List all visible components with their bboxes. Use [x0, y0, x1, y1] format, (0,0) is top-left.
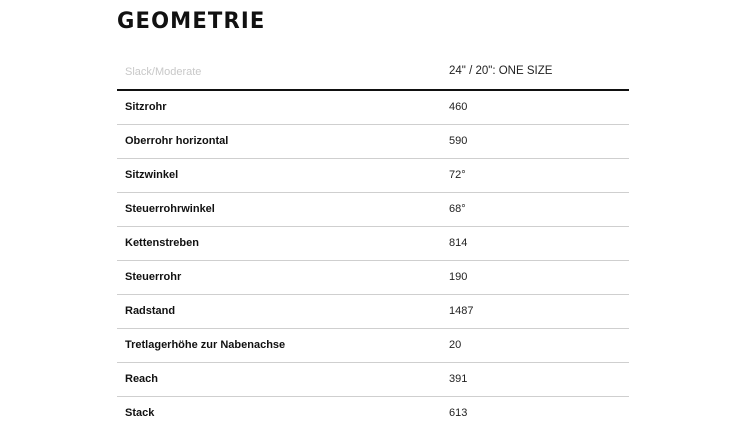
row-value: 590: [449, 135, 468, 147]
header-setting-label: Slack/Moderate: [125, 66, 202, 78]
row-value: 460: [449, 101, 468, 113]
row-label: Steuerrohr: [125, 271, 182, 283]
table-row: [117, 159, 629, 193]
row-label: Steuerrohrwinkel: [125, 203, 215, 215]
geometry-table: [117, 55, 629, 425]
row-value: 814: [449, 237, 468, 249]
table-row: [117, 397, 629, 425]
table-row: [117, 227, 629, 261]
row-value: 190: [449, 271, 468, 283]
row-label: Radstand: [125, 305, 176, 317]
table-header-row: [117, 55, 629, 91]
table-row: [117, 125, 629, 159]
table-row: [117, 193, 629, 227]
table-row: [117, 261, 629, 295]
row-label: Tretlagerhöhe zur Nabenachse: [125, 339, 286, 351]
row-label: Kettenstreben: [125, 237, 199, 249]
row-label: Sitzwinkel: [125, 169, 179, 181]
row-value: 391: [449, 373, 468, 385]
table-row: [117, 295, 629, 329]
row-label: Reach: [125, 373, 159, 385]
table-row: [117, 91, 629, 125]
row-label: Oberrohr horizontal: [125, 135, 229, 147]
table-row: [117, 329, 629, 363]
row-value: 72°: [449, 169, 466, 181]
row-value: 68°: [449, 203, 466, 215]
row-label: Stack: [125, 407, 155, 419]
table-row: [117, 363, 629, 397]
page-title: GEOMETRIE: [117, 9, 266, 34]
header-size-label: 24" / 20": ONE SIZE: [449, 65, 553, 77]
row-value: 613: [449, 407, 468, 419]
row-label: Sitzrohr: [125, 101, 167, 113]
row-value: 20: [449, 339, 462, 351]
row-value: 1487: [449, 305, 474, 317]
